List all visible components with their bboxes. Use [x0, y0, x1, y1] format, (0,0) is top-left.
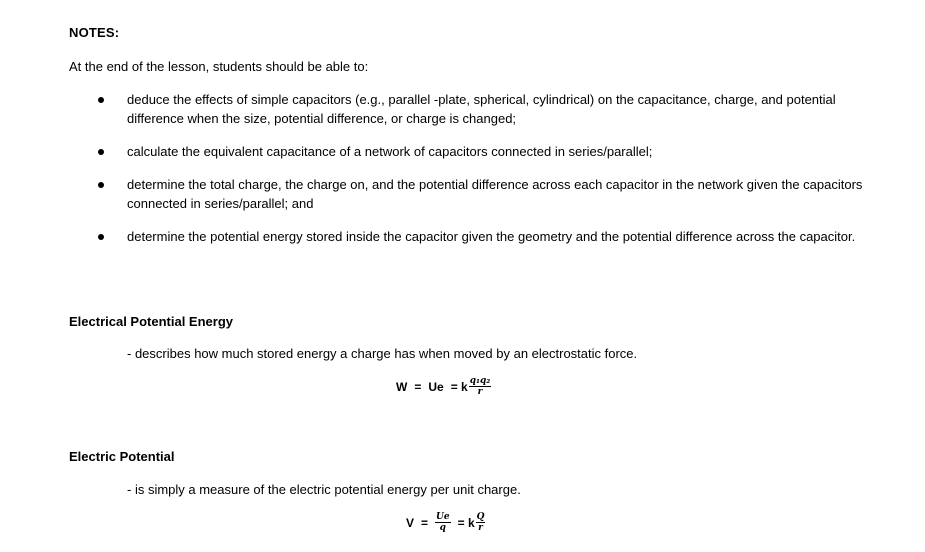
bullet-icon — [98, 97, 104, 103]
potential-energy-description: - describes how much stored energy a charge has when moved by an electrostatic force. — [127, 346, 638, 361]
lesson-intro: At the end of the lesson, students should be able to: — [69, 59, 369, 74]
formula-equals: = — [421, 515, 429, 530]
objective-item — [69, 227, 869, 246]
objective-text: deduce the effects of simple capacitors (e.g., parallel -plate, spherical, cylindrical) on the capacitance, charge, and potential difference when the size, potential difference, or charge is changed; — [127, 92, 836, 126]
electric-potential-formula — [406, 512, 485, 533]
electric-potential-description: - is simply a measure of the electric potential energy per unit charge. — [127, 482, 521, 497]
fraction-numerator: q₁q₂ — [469, 376, 491, 386]
formula-lhs: V — [406, 515, 415, 530]
objectives-list — [69, 90, 869, 260]
notes-heading: NOTES: — [69, 25, 120, 40]
formula-fraction-ue-q — [435, 512, 451, 533]
formula-equals-k: = k — [450, 379, 468, 394]
section-heading-potential-energy: Electrical Potential Energy — [69, 314, 234, 329]
objective-item — [69, 90, 869, 128]
formula-equals-k: = k — [457, 515, 475, 530]
section-heading-electric-potential: Electric Potential — [69, 449, 175, 464]
fraction-denominator: q — [439, 523, 446, 533]
bullet-icon — [98, 149, 104, 155]
objective-item — [69, 142, 869, 161]
fraction-numerator: Ue — [436, 512, 450, 522]
fraction-denominator: r — [478, 523, 483, 533]
objective-text: calculate the equivalent capacitance of a network of capacitors connected in series/parallel; — [127, 144, 653, 159]
formula-lhs: W — [396, 379, 408, 394]
bullet-icon — [98, 182, 104, 188]
formula-fraction — [469, 376, 491, 397]
formula-ue: Ue — [428, 379, 444, 394]
fraction-numerator: Q — [476, 512, 485, 522]
bullet-icon — [98, 234, 104, 240]
objective-text: determine the potential energy stored inside the capacitor given the geometry and the potential difference across the capacitor. — [127, 229, 856, 244]
fraction-denominator: r — [477, 387, 483, 397]
objective-item — [69, 175, 869, 213]
potential-energy-formula — [396, 376, 491, 397]
formula-fraction-q-r — [476, 512, 486, 533]
objective-text: determine the total charge, the charge on, and the potential difference across each capacitor in the network given the capacitors connected in series/parallel; and — [127, 177, 863, 211]
formula-equals: = — [414, 379, 422, 394]
